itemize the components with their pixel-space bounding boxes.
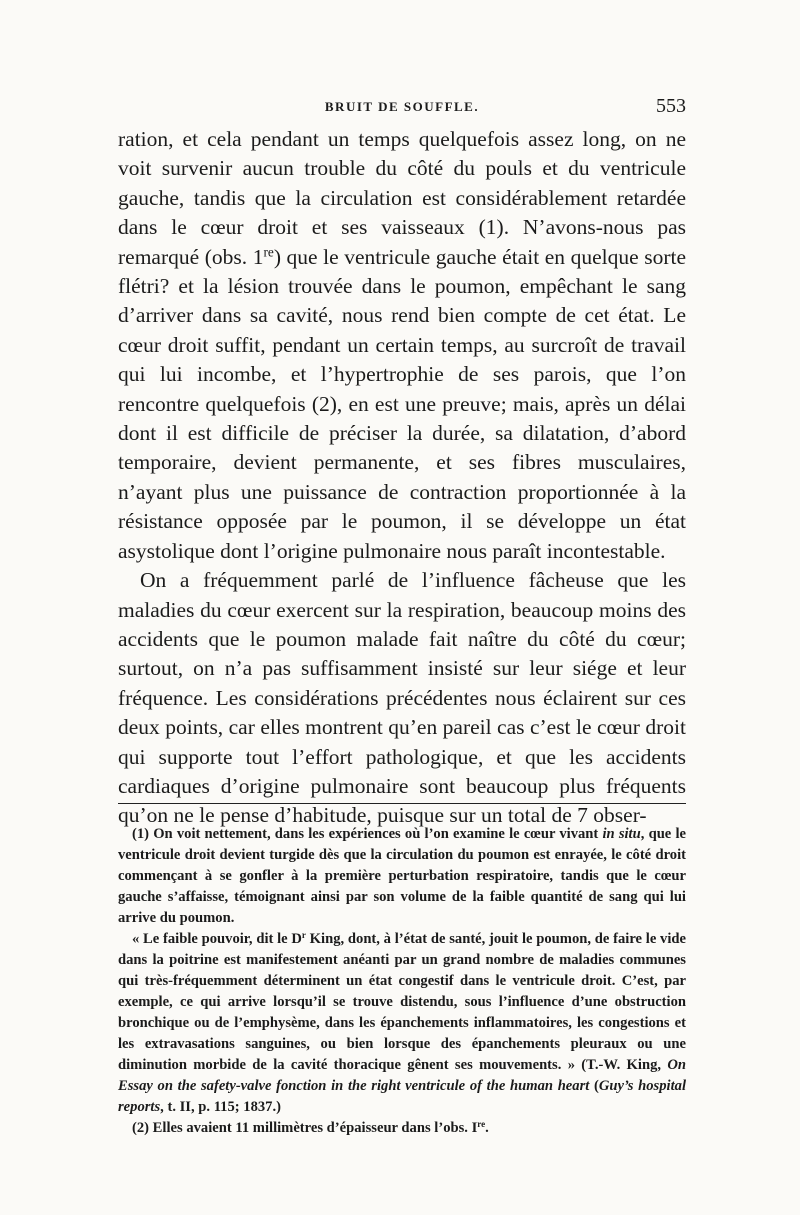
main-text	[118, 125, 686, 831]
paragraph-1-text-a: ration, et cela pendant un temps quelquefois assez long, on ne voit survenir aucun trouble du côté du pouls et du ventricule gauche, tandis que la circulation est considérablement retardée dans le cœur droit et ses vaisseaux (1). N’avons-nous pas remarqué (obs. 1	[118, 127, 686, 269]
footnote-2	[118, 1118, 686, 1139]
quote-text-b2: King, dont, à l’état de santé, jouit le poumon, de faire le vide dans la poitrine est manifestement anéanti par un grand nombre de maladies communes qui très-fréquemment déterminent un état congestif dans le ventricule droit. C’est, par exemple, ce qui arrive lorsqu’il se trouve distendu, sous l’influence d’une obstruction bronchique ou de l’emphysème, dans les épanchements inflammatoires, les congestions et les extravasations sanguines, ou bien lorsque des épanchements pleuraux ou une diminution morbide de la cavité thoracique gênent ses mouvements. » (T.-W. King,	[118, 931, 686, 1073]
ordinal-superscript: re	[263, 244, 274, 260]
body-paragraph-1	[118, 125, 686, 566]
footnote-1-text-a: (1) On voit nettement, dans les expériences où l’on examine le cœur vivant	[132, 826, 603, 842]
quote-text-b3: (	[589, 1078, 599, 1094]
paragraph-1-text-b: ) que le ventricule gauche était en quelque sorte flétri? et la lésion trouvée dans le poumon, empêchant le sang d’arriver dans sa cavité, nous rend bien compte de cet état. Le cœur droit suffit, pendant un certain temps, au surcroît de travail qui lui incombe, et l’hypertrophie de ses parois, que l’on rencontre quelquefois (2), en est une preuve; mais, après un délai dont il est difficile de préciser la durée, sa dilatation, d’abord temporaire, devient permanente, et ses fibres musculaires, n’ayant plus une puissance de contraction proportionnée à la résistance opposée par le poumon, il se développe un état asystolique dont l’origine pulmonaire nous paraît incontestable.	[118, 244, 686, 563]
cited-journal: Guy’s hospital reports	[118, 1078, 686, 1115]
footnote-2-text-b: .	[485, 1120, 489, 1136]
footnote-1-quote	[118, 929, 686, 1118]
footnote-2-superscript: re	[477, 1119, 486, 1130]
quote-text-b: « Le faible pouvoir, dit le D	[132, 931, 302, 947]
running-head-title: BRUIT DE SOUFFLE.	[324, 99, 480, 114]
doctor-superscript: r	[301, 930, 306, 941]
page-number: 553	[656, 95, 686, 117]
footnotes	[118, 824, 686, 1139]
footnote-2-text-a: (2) Elles avaient 11 millimètres d’épaisseur dans l’obs. I	[132, 1120, 478, 1136]
running-header	[118, 95, 686, 123]
footnote-separator	[118, 803, 686, 804]
body-paragraph-2: On a fréquemment parlé de l’influence fâcheuse que les maladies du cœur exercent sur la respiration, beaucoup moins des accidents que le poumon malade fait naître du côté du cœur; surtout, on n’a pas suffisamment insisté sur leur siége et leur fréquence. Les considérations précédentes nous éclairent sur ces deux points, car elles montrent qu’en pareil cas c’est le cœur droit qui supporte tout l’effort pathologique, et que les accidents cardiaques d’origine pulmonaire sont beaucoup plus fréquents qu’on ne le pense d’habitude, puisque sur un total de 7 obser-	[118, 568, 686, 828]
cited-work-title: On Essay on the safety-valve fonction in the right ventricule of the human heart	[118, 1057, 686, 1094]
quote-text-b4: , t. II, p. 115; 1837.)	[160, 1099, 281, 1115]
footnote-1	[118, 824, 686, 929]
footnote-1-italic-in-situ: in situ	[602, 826, 641, 842]
footnote-1-text-a2: , que le ventricule droit devient turgide dès que la circulation du poumon est enrayée, le côté droit commençant à se gonfler à la première perturbation respiratoire, tandis que le cœur gauche s’affaisse, témoignant ainsi par son volume de la faible quantité de sang qui lui arrive du poumon.	[118, 826, 687, 926]
